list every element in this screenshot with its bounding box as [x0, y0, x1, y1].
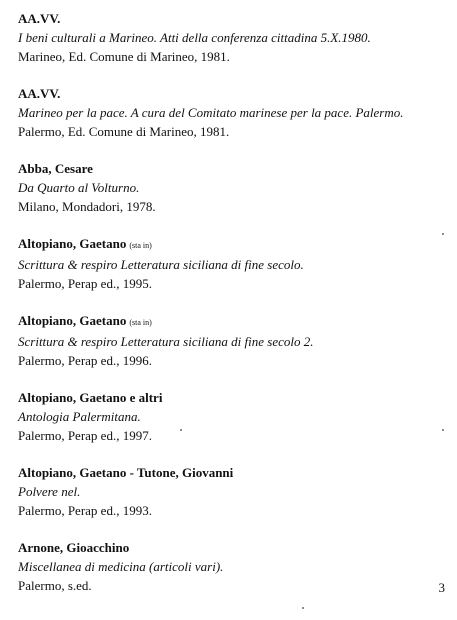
entry-author: Altopiano, Gaetano - Tutone, Giovanni [18, 465, 234, 480]
entry-author: Altopiano, Gaetano (sta in) [18, 313, 152, 328]
entry-title: Marineo per la pace. A cura del Comitato marinese per la pace. Palermo. [18, 105, 404, 120]
bibliography-entry [18, 538, 448, 595]
scan-speck [442, 233, 444, 235]
entry-title: I beni culturali a Marineo. Atti della conferenza cittadina 5.X.1980. [18, 30, 371, 45]
bibliography-list [18, 9, 448, 613]
entry-publication: Milano, Mondadori, 1978. [18, 199, 156, 214]
entry-author: AA.VV. [18, 11, 61, 26]
entry-title: Scrittura & respiro Letteratura siciliana di fine secolo. [18, 257, 304, 272]
entry-publication: Palermo, Ed. Comune di Marineo, 1981. [18, 124, 230, 139]
entry-author: Abba, Cesare [18, 161, 93, 176]
entry-title: Scrittura & respiro Letteratura siciliana di fine secolo 2. [18, 334, 314, 349]
entry-note: (sta in) [129, 241, 152, 250]
entry-title: Miscellanea di medicina (articoli vari). [18, 559, 224, 574]
entry-publication: Palermo, s.ed. [18, 578, 92, 593]
entry-publication: Palermo, Perap ed., 1996. [18, 353, 152, 368]
bibliography-entry [18, 311, 448, 370]
page-number: 3 [438, 580, 445, 595]
entry-publication: Palermo, Perap ed., 1993. [18, 503, 152, 518]
entry-publication: Marineo, Ed. Comune di Marineo, 1981. [18, 49, 230, 64]
scan-speck [302, 607, 304, 609]
bibliography-entry [18, 159, 448, 216]
entry-author: Altopiano, Gaetano (sta in) [18, 236, 152, 251]
scan-speck [180, 429, 182, 431]
bibliography-entry [18, 388, 448, 445]
entry-author: Arnone, Gioacchino [18, 540, 130, 555]
entry-author: Altopiano, Gaetano e altri [18, 390, 163, 405]
entry-note: (sta in) [129, 318, 152, 327]
entry-title: Da Quarto al Volturno. [18, 180, 140, 195]
bibliography-entry [18, 9, 448, 66]
entry-publication: Palermo, Perap ed., 1995. [18, 276, 152, 291]
bibliography-entry [18, 84, 448, 141]
entry-title: Antologia Palermitana. [18, 409, 141, 424]
scan-speck [442, 429, 444, 431]
entry-title: Polvere nel. [18, 484, 81, 499]
bibliography-entry [18, 234, 448, 293]
entry-publication: Palermo, Perap ed., 1997. [18, 428, 152, 443]
entry-author: AA.VV. [18, 86, 61, 101]
bibliography-entry [18, 463, 448, 520]
